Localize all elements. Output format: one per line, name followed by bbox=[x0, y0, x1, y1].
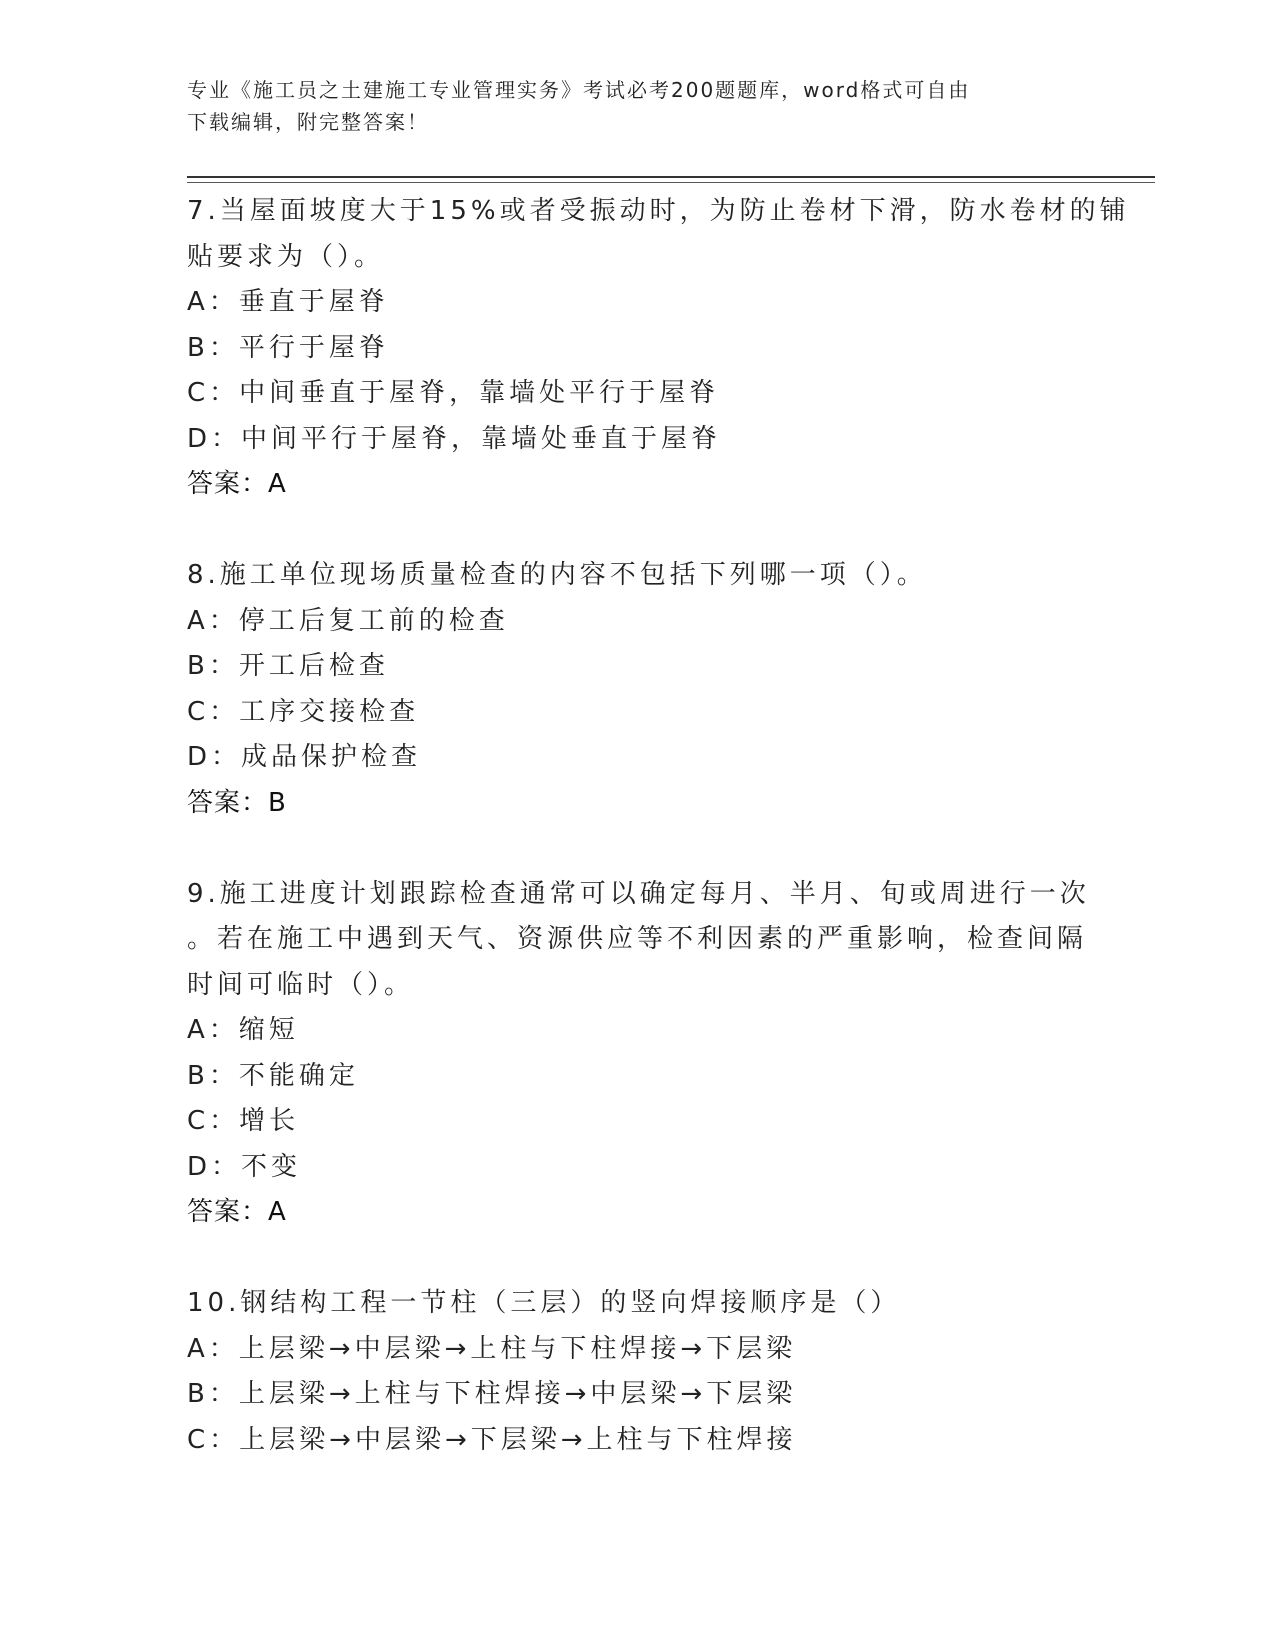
option-a: A：上层梁→中层梁→上柱与下柱焊接→下层梁 bbox=[187, 1333, 797, 1364]
option-b: B：开工后检查 bbox=[187, 651, 389, 681]
option-c: C：上层梁→中层梁→下层梁→上柱与下柱焊接 bbox=[187, 1424, 797, 1455]
option-c: C：工序交接检查 bbox=[187, 696, 420, 727]
header-rule-thin bbox=[187, 182, 1155, 183]
question-stem-line: 9.施工进度计划跟踪检查通常可以确定每月、半月、旬或周进行一次 bbox=[187, 878, 1090, 909]
option-b: B：平行于屋脊 bbox=[187, 332, 389, 363]
question-8 bbox=[187, 553, 1087, 826]
header-line-2: 下载编辑，附完整答案！ bbox=[187, 110, 429, 134]
option-a: A：缩短 bbox=[187, 1015, 299, 1045]
header-rule-thick bbox=[187, 176, 1155, 178]
option-c: C：中间垂直于屋脊，靠墙处平行于屋脊 bbox=[187, 378, 720, 408]
question-7 bbox=[187, 189, 1130, 508]
question-10 bbox=[187, 1281, 1087, 1463]
question-stem-line: 贴要求为（）。 bbox=[187, 241, 385, 272]
option-b: B：上层梁→上柱与下柱焊接→中层梁→下层梁 bbox=[187, 1379, 797, 1409]
question-stem-line: 时间可临时（）。 bbox=[187, 969, 415, 1000]
option-b: B：不能确定 bbox=[187, 1060, 359, 1091]
option-a: A：垂直于屋脊 bbox=[187, 287, 389, 317]
spacer bbox=[187, 1236, 1087, 1282]
option-d: D：不变 bbox=[187, 1151, 302, 1182]
answer-line: 答案：B bbox=[187, 787, 287, 818]
answer-line: 答案：A bbox=[187, 469, 287, 499]
question-stem-line: 8.施工单位现场质量检查的内容不包括下列哪一项（）。 bbox=[187, 560, 927, 590]
option-a: A：停工后复工前的检查 bbox=[187, 605, 509, 636]
question-9 bbox=[187, 872, 1090, 1236]
option-d: D：成品保护检查 bbox=[187, 742, 422, 772]
option-c: C：增长 bbox=[187, 1106, 300, 1136]
header-line-1: 专业《施工员之土建施工专业管理实务》考试必考200题题库，word格式可自由 bbox=[187, 78, 971, 102]
spacer bbox=[187, 508, 1087, 554]
spacer bbox=[187, 826, 1087, 872]
question-list bbox=[187, 189, 1130, 1463]
question-stem-line: 。若在施工中遇到天气、资源供应等不利因素的严重影响，检查间隔 bbox=[187, 924, 1088, 954]
document-header bbox=[187, 74, 1087, 138]
option-d: D：中间平行于屋脊，靠墙处垂直于屋脊 bbox=[187, 423, 722, 454]
question-stem-line: 10.钢结构工程一节柱（三层）的竖向焊接顺序是（） bbox=[187, 1288, 901, 1318]
answer-line: 答案：A bbox=[187, 1197, 287, 1227]
question-stem-line: 7.当屋面坡度大于15%或者受振动时，为防止卷材下滑，防水卷材的铺 bbox=[187, 196, 1130, 226]
